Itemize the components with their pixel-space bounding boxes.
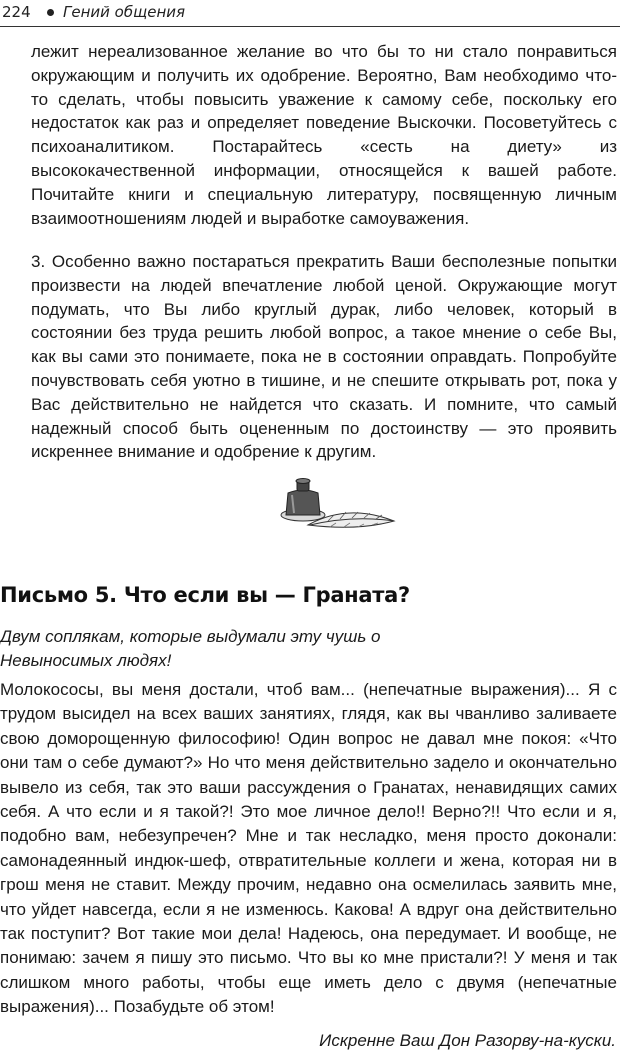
- body-paragraph-2: 3. Особенно важно постараться прекратить Ваши бесполезные попытки произвести на людей впечатление любой ценой. Окружающие могут подумать, что Вы либо круглый дурак, либо человек, который в состоянии без труда решить любой вопрос, а такое мнение о себе Вы, как вы сами это понимаете, пока не в состоянии оправдать. Попробуйте почувствовать себя уютно в тишине, и не спешите открывать рот, пока у Вас действительно не найдется что сказать. И помните, что самый надежный способ быть оцененным по достоинству — это проявить искреннее внимание и одобрение к другим.: [31, 252, 617, 462]
- book-title: Гений общения: [63, 3, 186, 21]
- inkwell-and-quill-icon: [268, 475, 398, 535]
- letter-epigraph: Двум сoплякам, которые выдумали эту чушь о Невыносимых людях!: [0, 627, 381, 670]
- letter-body: Молокососы, вы меня достали, чтоб вам... (непечатные выражения)... Я с трудом высидел на всех ваших занятиях, глядя, как вы чванливо заливаете свою доморощенную философию! Один вопрос не давал мне покоя: «Что они там о себе думают?» Но что меня действительно задело и окончательно вывело из себя, так это ваши рассуждения о Гранатах, ненавидящих самих себя. А что если и я такой?! Это мое личное дело!! Верно?!! Что если и я, подобно вам, небезупречен? Мне и так несладко, меня просто доконали: самонадеянный индюк-шеф, отвратительные коллеги и жена, которая ни в грош меня не ставит. Между прочим, недавно она осмелилась заявить мне, что уйдет навсегда, если я не изменюсь. Какова! А вдруг она действительно так поступит? Вот такие мои дела! Надеюсь, она передумает. И вообще, не понимаю: зачем я пишу это письмо. Что вы ко мне пристали?! У меня и так слишком много работы, чтобы еще иметь дело с двумя (непечатные выражения)... Позабудьте об этом!: [0, 680, 617, 1017]
- running-header: [0, 0, 620, 27]
- letter-signature: Искренне Ваш Дон Разорву-на-куски.: [319, 1031, 616, 1050]
- letter-heading: Письмо 5. Что если вы — Граната?: [0, 583, 410, 607]
- page-number: 224: [2, 3, 31, 21]
- body-paragraph-1: лежит нереализованное желание во что бы то ни стало понравиться окружающим и получить их одобрение. Вероятно, Вам необходимо что-то сделать, чтобы повысить уважение к самому себе, поскольку его недостаток как раз и определяет поведение Выскочки. Посоветуйтесь с психоаналитиком. Постарайтесь «сесть на диету» из высококачественной информации, относящейся к вашей работе. Почитайте книги и специальную литературу, посвященную личным взаимоотношениям людей и выработке самоуважения.: [31, 42, 617, 228]
- header-bullet-icon: [47, 9, 54, 16]
